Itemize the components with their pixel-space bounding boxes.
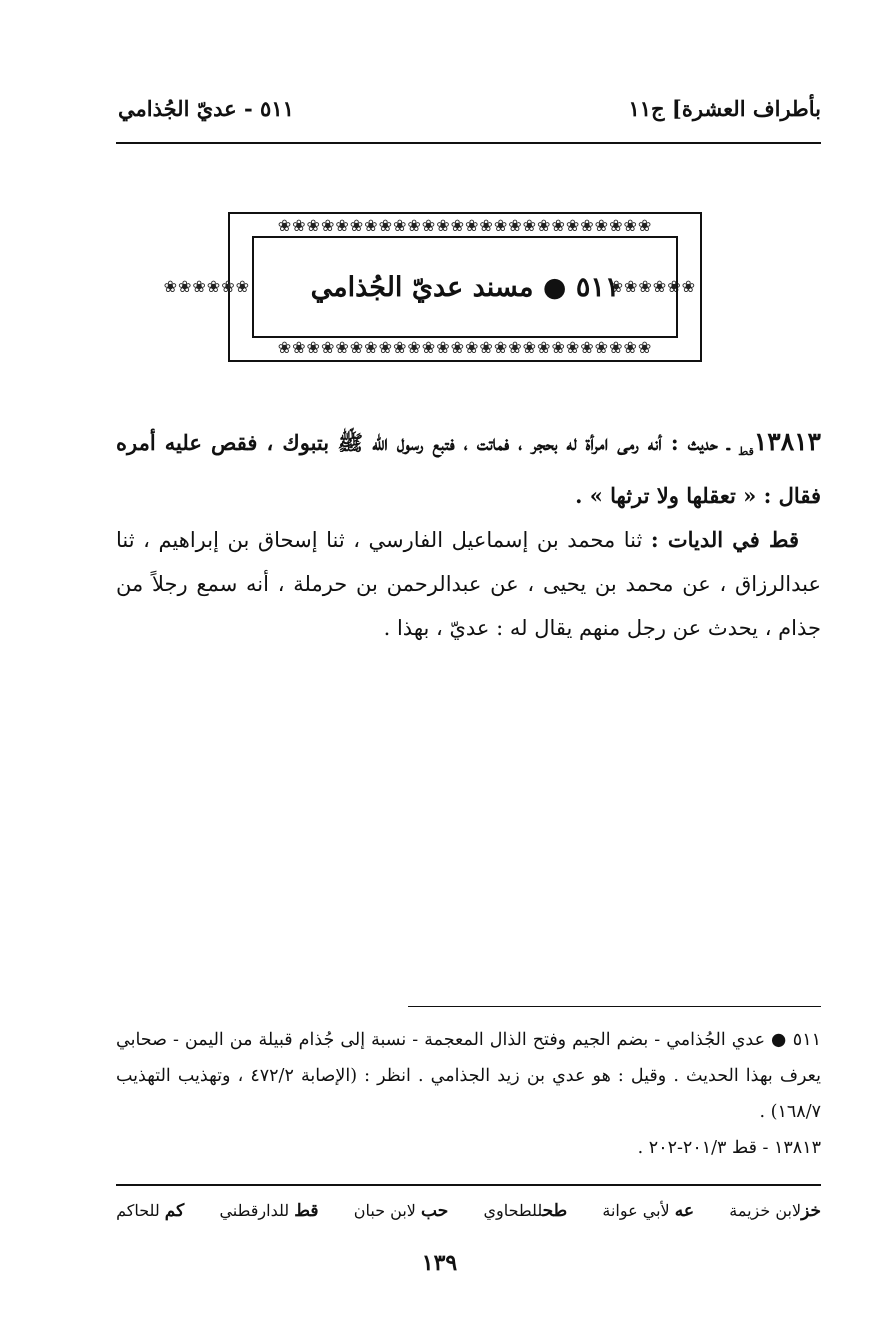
title-inner-frame <box>252 236 678 338</box>
footnote-narrator: ٥١١ ● عدي الجُذامي - بضم الجيم وفتح الذال المعجمة - نسبة إلى جُذام قبيلة من اليمن - صحابي يعرف بهذا الحديث . وقيل : هو عدي بن زيد الجذامي . انظر : (الإصابة ٤٧٢/٢ ، وتهذيب التهذيب ١٦٨/٧) . <box>116 1030 821 1122</box>
abbreviations-legend <box>116 1194 821 1228</box>
source-mark: قط <box>738 445 754 459</box>
hadith-number: ١٣٨١٣ <box>753 427 821 456</box>
abbreviation-item: حب لابن حبان <box>353 1201 449 1221</box>
abbreviation-item: خزلابن خزيمة <box>729 1201 821 1221</box>
footnote-reference: ١٣٨١٣ - قط ٢٠١/٣-٢٠٢ . <box>637 1138 821 1158</box>
ornament-border-bottom: ❀❀❀❀❀❀❀❀❀❀❀❀❀❀❀❀❀❀❀❀❀❀❀❀❀❀ <box>277 338 653 357</box>
header-divider <box>116 142 821 144</box>
footnote-divider <box>408 1006 821 1007</box>
ornament-border-left: ❀❀❀❀❀❀ <box>163 277 250 296</box>
ornament-border-top: ❀❀❀❀❀❀❀❀❀❀❀❀❀❀❀❀❀❀❀❀❀❀❀❀❀❀ <box>277 216 653 235</box>
musnad-title: ٥١١ ● مسند عديّ الجُذامي <box>310 271 620 303</box>
hadith-entry <box>116 420 821 650</box>
abbreviation-item: كم للحاكم <box>116 1201 185 1221</box>
header-book-volume: بأطراف العشرة] ج١١ <box>628 95 821 121</box>
isnad-text: ثنا محمد بن إسماعيل الفارسي ، ثنا إسحاق بن إبراهيم ، ثنا عبدالرزاق ، عن محمد بن يحيى ، عن عبدالرحمن بن حرملة ، أنه سمع رجلاً من جذام ، يحدث عن رجل منهم يقال له : عديّ ، بهذا . <box>116 528 821 641</box>
page-number: ١٣٩ <box>421 1250 458 1276</box>
musnad-title-box <box>163 212 702 362</box>
header-section: ٥١١ - عديّ الجُذامي <box>118 95 294 121</box>
hadith-isnad <box>116 518 821 650</box>
running-header <box>118 88 821 128</box>
footnotes <box>116 1022 821 1166</box>
isnad-source-label: قط في الديات : <box>650 527 800 553</box>
abbreviation-item: عه لأبي عوانة <box>602 1201 695 1221</box>
abbreviation-item: قط للدارقطني <box>219 1201 319 1221</box>
ornament-border-right: ❀❀❀❀❀❀ <box>609 277 696 296</box>
abbreviations-divider <box>116 1184 821 1186</box>
hadith-text-line: ـ حديث : أنه رمى امرأة له بحجر ، فماتت ، فتبع رسول الله ﷺ <box>337 430 730 455</box>
hadith-matn <box>116 420 821 518</box>
abbreviation-item: طحللطحاوي <box>483 1201 568 1221</box>
hadith-text-continuation: بتبوك ، فقص عليه أمره فقال : « تعقلها ولا ترثها » . <box>116 430 821 509</box>
